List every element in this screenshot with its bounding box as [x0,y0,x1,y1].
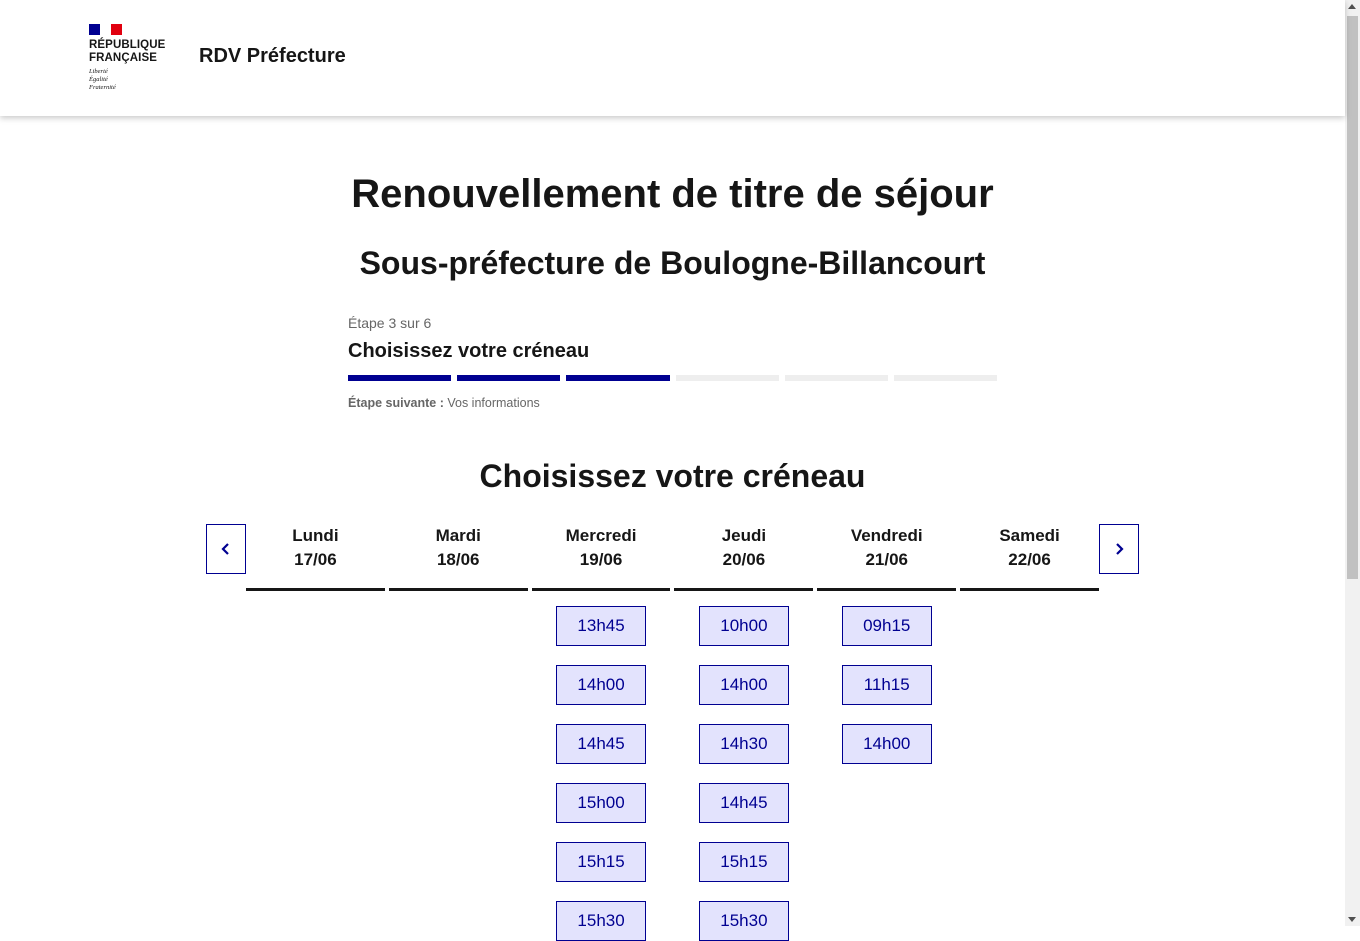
time-slot-button[interactable]: 15h30 [556,901,646,941]
stepper-segment-3 [566,375,669,381]
time-slot-button[interactable]: 14h30 [699,724,789,764]
stepper-state: Étape 3 sur 6 [348,315,432,331]
time-slot-button[interactable]: 09h15 [842,606,932,646]
stepper [348,315,997,410]
calendar-title: Choisissez votre créneau [479,458,866,494]
day-name: Vendredi [850,526,923,545]
day-name: Jeudi [721,526,767,545]
day-name: Samedi [999,526,1060,545]
stepper-next-value: Vos informations [447,396,540,410]
stepper-title: Choisissez votre créneau [348,340,590,362]
day-name: Mercredi [565,526,637,545]
service-title[interactable]: RDV Préfecture [199,45,346,67]
previous-week-button[interactable] [206,524,246,574]
day-header [960,524,1099,591]
day-header [389,524,528,591]
slot-list [246,591,385,606]
slot-list [532,591,671,941]
page-title: Renouvellement de titre de séjour [351,172,994,216]
day-header [246,524,385,591]
calendar-days [246,524,1099,941]
french-flag-icon [89,24,122,35]
time-slot-button[interactable]: 10h00 [699,606,789,646]
day-header [674,524,813,591]
republic-line-2: FRANÇAISE [89,52,157,64]
day-column [960,524,1099,941]
republic-line-1: RÉPUBLIQUE [89,39,166,51]
scrollbar-thumb[interactable] [1347,16,1358,579]
stepper-segment-5 [785,375,888,381]
motto-fraternite: Fraternité [89,84,116,91]
motto-liberte: Liberté [89,68,108,75]
day-header [817,524,956,591]
day-name: Lundi [292,526,339,545]
day-column [389,524,528,941]
time-slot-button[interactable]: 15h15 [699,842,789,882]
vertical-scrollbar[interactable] [1345,0,1360,926]
stepper-segment-1 [348,375,451,381]
time-slot-button[interactable]: 15h30 [699,901,789,941]
time-slot-button[interactable]: 11h15 [842,665,932,705]
day-date: 19/06 [579,550,623,569]
day-column [532,524,671,941]
slot-list [674,591,813,941]
stepper-segment-4 [676,375,779,381]
time-slot-button[interactable]: 15h15 [556,842,646,882]
slot-list [389,591,528,606]
stepper-segment-2 [457,375,560,381]
site-header [0,0,1345,116]
next-week-button[interactable] [1099,524,1139,574]
day-column [817,524,956,941]
chevron-right-icon [1113,542,1125,556]
day-date: 22/06 [1008,550,1051,569]
stepper-next-label: Étape suivante : [348,396,444,410]
stepper-next-step [348,396,997,410]
day-column [246,524,385,941]
chevron-left-icon [220,542,232,556]
day-name: Mardi [435,526,481,545]
day-date: 17/06 [294,550,337,569]
stepper-segment-6 [894,375,997,381]
slot-list [960,591,1099,606]
time-slot-button[interactable]: 15h00 [556,783,646,823]
time-slot-button[interactable]: 14h00 [556,665,646,705]
slot-list [817,591,956,764]
day-date: 20/06 [722,550,766,569]
day-column [674,524,813,941]
republique-francaise-logo[interactable] [89,24,179,92]
time-slot-button[interactable]: 13h45 [556,606,646,646]
scroll-down-arrow-icon[interactable] [1348,917,1356,922]
day-date: 21/06 [865,550,908,569]
scroll-up-arrow-icon[interactable] [1348,4,1356,9]
motto-egalite: Égalité [89,76,108,83]
time-slot-button[interactable]: 14h45 [556,724,646,764]
stepper-progress [348,375,997,381]
day-date: 18/06 [436,550,480,569]
motto [89,68,179,92]
time-slot-button[interactable]: 14h45 [699,783,789,823]
time-slot-button[interactable]: 14h00 [842,724,932,764]
day-header [532,524,671,591]
page-subtitle: Sous-préfecture de Boulogne-Billancourt [359,245,986,281]
time-slot-button[interactable]: 14h00 [699,665,789,705]
